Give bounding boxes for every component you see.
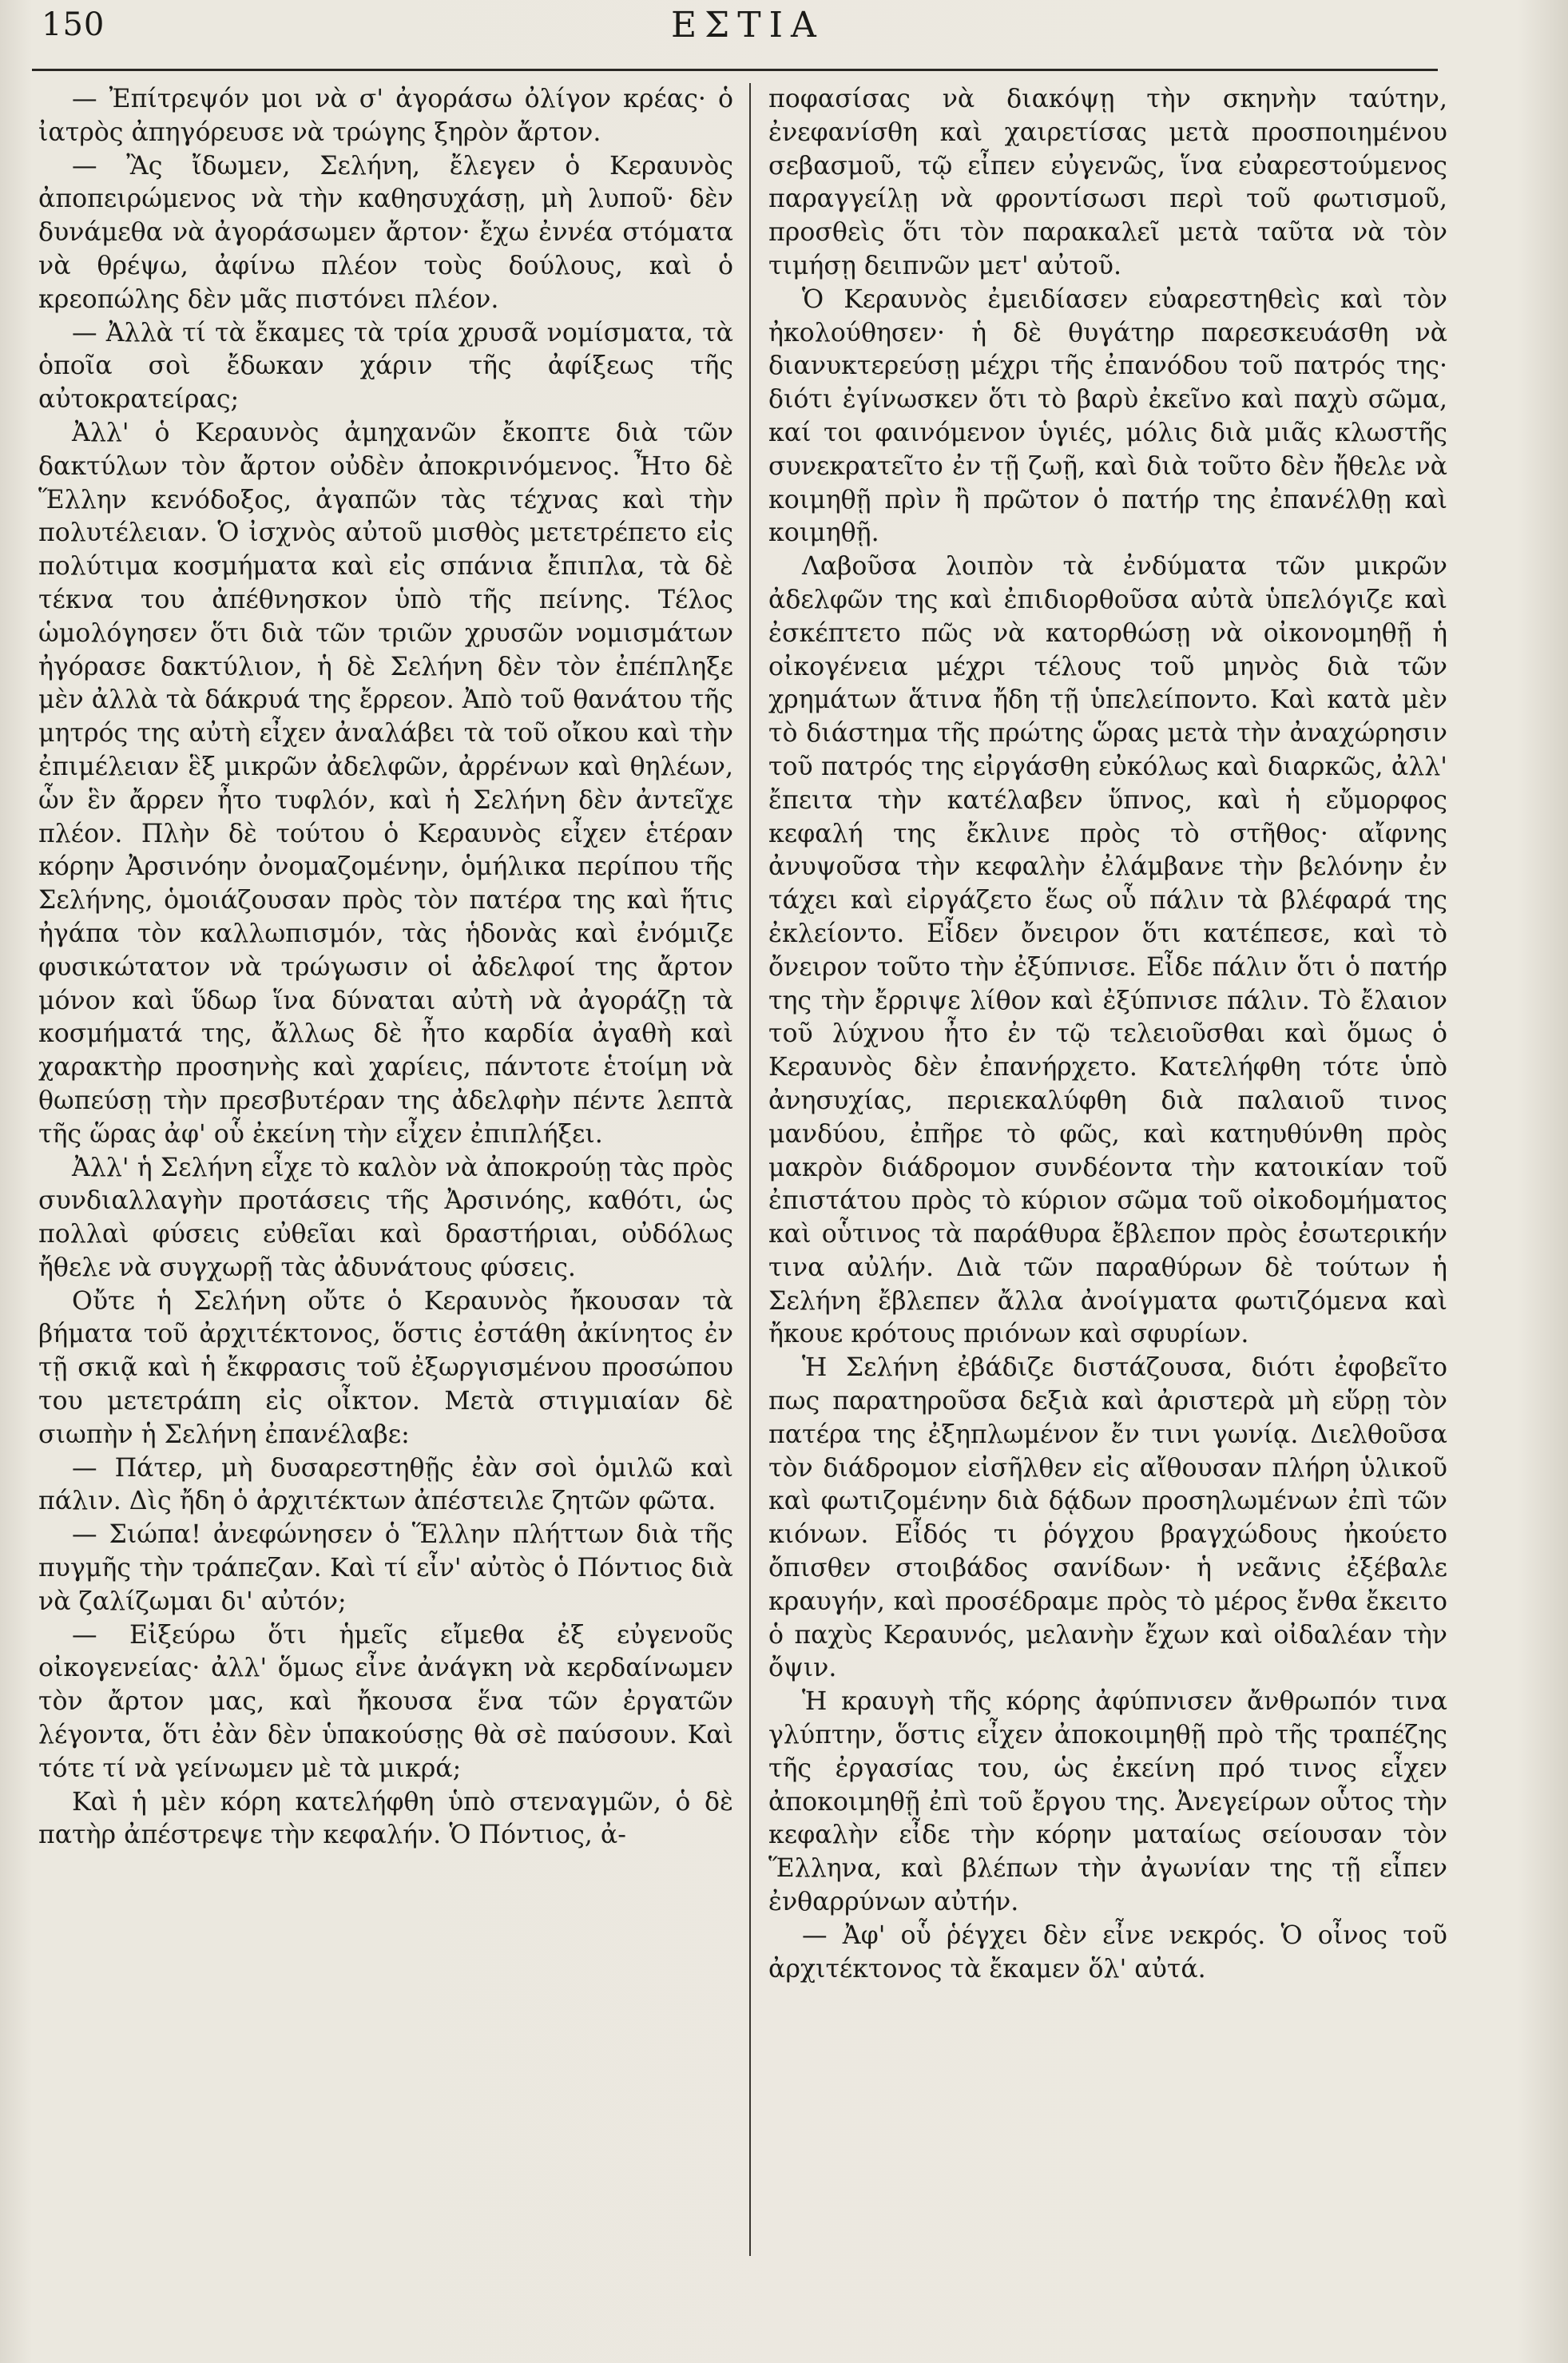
- paragraph: — Σιώπα! ἀνεφώνησεν ὁ Ἕλλην πλήττων διὰ τῆς πυγμῆς τὴν τράπεζαν. Καὶ τί εἶν' αὐτὸς ὁ Πόντιος διὰ νὰ ζαλίζωμαι δι' αὐτόν;: [38, 1520, 733, 1616]
- left-column: [38, 83, 733, 2336]
- header-rule: [32, 69, 1438, 71]
- paragraph: — Ἐπίτρεψόν μοι νὰ σ' ἀγοράσω ὀλίγον κρέας· ὁ ἰατρὸς ἀπηγόρευσε νὰ τρώγης ξηρὸν ἄρτον.: [38, 85, 733, 147]
- paragraph: Ἀλλ' ὁ Κεραυνὸς ἀμηχανῶν ἔκοπτε διὰ τῶν δακτύλων τὸν ἄρτον οὐδὲν ἀποκρινόμενος. Ἦτο δὲ Ἕλλην κενόδοξος, ἀγαπῶν τὰς τέχνας καὶ τὴν πολυτέλειαν. Ὁ ἰσχνὸς αὐτοῦ μισθὸς μετετρέπετο εἰς πολύτιμα κοσμήματα καὶ εἰς σπάνια ἔπιπλα, τὰ δὲ τέκνα του ἀπέθνησκον ὑπὸ τῆς πείνης. Τέλος ὡμολόγησεν ὅτι διὰ τῶν τριῶν χρυσῶν νομισμάτων ἠγόρασε δακτύλιον, ἡ δὲ Σελήνη δὲν τὸν ἐπέπληξε μὲν ἀλλὰ τὰ δάκρυά της ἔρρεον. Ἀπὸ τοῦ θανάτου τῆς μητρός της αὐτὴ εἶχεν ἀναλάβει τὰ τοῦ οἴκου καὶ τὴν ἐπιμέλειαν ἓξ μικρῶν ἀδελφῶν, ἀρρένων καὶ θηλέων, ὧν ἓν ἄρρεν ἦτο τυφλόν, καὶ ἡ Σελήνη δὲν ἀντεῖχε πλέον. Πλὴν δὲ τούτου ὁ Κεραυνὸς εἶχεν ἑτέραν κόρην Ἀρσινόην ὀνομαζομένην, ὁμήλικα περίπου τῆς Σελήνης, ὁμοιάζουσαν πρὸς τὸν πατέρα της καὶ ἥτις ἠγάπα τὸν καλλωπισμόν, τὰς ἡδονὰς καὶ ἐνόμιζε φυσικώτατον νὰ τρώγωσιν οἱ ἀδελφοί της ἄρτον μόνον καὶ ὕδωρ ἵνα δύναται αὐτὴ νὰ ἀγοράζῃ τὰ κοσμήματά της, ἄλλως δὲ ἦτο καρδία ἀγαθὴ καὶ χαρακτὴρ προσηνὴς καὶ χαρίεις, πάντοτε ἑτοίμη νὰ θωπεύσῃ τὴν πρεσβυτέραν της ἀδελφὴν πέντε λεπτὰ τῆς ὥρας ἀφ' οὗ ἐκείνη τὴν εἶχεν ἐπιπλήξει.: [38, 418, 733, 1149]
- page-header: [0, 0, 1568, 48]
- page-number: 150: [42, 6, 105, 43]
- column-divider: [749, 83, 751, 2256]
- paragraph: Ἡ κραυγὴ τῆς κόρης ἀφύπνισεν ἄνθρωπόν τινα γλύπτην, ὅστις εἶχεν ἀποκοιμηθῇ πρὸ τῆς τραπέζης τῆς ἐργασίας του, ὡς ἐκείνη πρό τινος εἶχεν ἀποκοιμηθῇ ἐπὶ τοῦ ἔργου της. Ἀνεγείρων οὗτος τὴν κεφαλὴν εἶδε τὴν κόρην ματαίως σείουσαν τὸν Ἕλληνα, καὶ βλέπων τὴν ἀγωνίαν της τῇ εἶπεν ἐνθαρρύνων αὐτήν.: [768, 1687, 1447, 1917]
- paragraph: Καὶ ἡ μὲν κόρη κατελήφθη ὑπὸ στεναγμῶν, ὁ δὲ πατὴρ ἀπέστρεψε τὴν κεφαλήν. Ὁ Πόντιος, ἀ-: [38, 1787, 733, 1850]
- paragraph: ποφασίσας νὰ διακόψῃ τὴν σκηνὴν ταύτην, ἐνεφανίσθη καὶ χαιρετίσας μετὰ προσποιημένου σεβασμοῦ, τῷ εἶπεν εὐγενῶς, ἵνα εὐαρεστούμενος παραγγείλῃ νὰ φροντίσωσι περὶ τοῦ φωτισμοῦ, προσθεὶς ὅτι τὸν παρακαλεῖ μετὰ ταῦτα νὰ τὸν τιμήσῃ δειπνῶν μετ' αὐτοῦ.: [768, 85, 1447, 280]
- paragraph: — Ἀλλὰ τί τὰ ἔκαμες τὰ τρία χρυσᾶ νομίσματα, τὰ ὁποῖα σοὶ ἔδωκαν χάριν τῆς ἀφίξεως τῆς αὐτοκρατείρας;: [38, 318, 733, 415]
- right-column: [768, 83, 1447, 2336]
- paragraph: Ἀλλ' ἡ Σελήνη εἶχε τὸ καλὸν νὰ ἀποκρούῃ τὰς πρὸς συνδιαλλαγὴν προτάσεις τῆς Ἀρσινόης, καθότι, ὡς πολλαὶ φύσεις εὐθεῖαι καὶ δραστήριαι, οὐδόλως ἤθελε νὰ συγχωρῇ τὰς ἀδυνάτους φύσεις.: [38, 1153, 733, 1282]
- paragraph: Λαβοῦσα λοιπὸν τὰ ἐνδύματα τῶν μικρῶν ἀδελφῶν της καὶ ἐπιδιορθοῦσα αὐτὰ ὑπελόγιζε καὶ ἐσκέπτετο πῶς νὰ κατορθώσῃ νὰ οἰκονομηθῇ ἡ οἰκογένεια μέχρι τέλους τοῦ μηνὸς διὰ τῶν χρημάτων ἅτινα ἤδη τῇ ὑπελείποντο. Καὶ κατὰ μὲν τὸ διάστημα τῆς πρώτης ὥρας μετὰ τὴν ἀναχώρησιν τοῦ πατρός της εἰργάσθη εὐκόλως καὶ διαρκῶς, ἀλλ' ἔπειτα τὴν κατέλαβεν ὕπνος, καὶ ἡ εὔμορφος κεφαλή της ἔκλινε πρὸς τὸ στῆθος· αἴφνης ἀνυψοῦσα τὴν κεφαλὴν ἐλάμβανε τὴν βελόνην ἐν τάχει καὶ εἰργάζετο ἕως οὗ πάλιν τὰ βλέφαρά της ἐκλείοντο. Εἶδεν ὄνειρον ὅτι κατέπεσε, καὶ τὸ ὄνειρον τοῦτο τὴν ἐξύπνισε. Εἶδε πάλιν ὅτι ὁ πατήρ της τὴν ἔρριψε λίθον καὶ ἐξύπνισε πάλιν. Τὸ ἔλαιον τοῦ λύχνου ἦτο ἐν τῷ τελειοῦσθαι καὶ ὅμως ὁ Κεραυνὸς δὲν ἐπανήρχετο. Κατελήφθη τότε ὑπὸ ἀνησυχίας, περιεκαλύφθη διὰ παλαιοῦ τινος μανδύου, ἐπῆρε τὸ φῶς, καὶ κατηυθύνθη πρὸς μακρὸν διάδρομον συνδέοντα τὴν κατοικίαν τοῦ ἐπιστάτου πρὸς τὸ κύριον σῶμα τοῦ οἰκοδομήματος καὶ οὗτινος τὰ παράθυρα ἔβλεπον πρὸς ἐσωτερικήν τινα αὐλήν. Διὰ τῶν παραθύρων δὲ τούτων ἡ Σελήνη ἔβλεπεν ἄλλα ἀνοίγματα φωτιζόμενα καὶ ἤκουε κρότους πριόνων καὶ σφυρίων.: [768, 552, 1447, 1349]
- paragraph: Ὁ Κεραυνὸς ἐμειδίασεν εὐαρεστηθεὶς καὶ τὸν ἠκολούθησεν· ἡ δὲ θυγάτηρ παρεσκευάσθη νὰ διανυκτερεύσῃ μέχρι τῆς ἐπανόδου τοῦ πατρός της· διότι ἐγίνωσκεν ὅτι τὸ βαρὺ ἐκεῖνο καὶ παχὺ σῶμα, καί τοι φαινόμενον ὑγιές, μόλις διὰ μιᾶς κλωστῆς συνεκρατεῖτο ἐν τῇ ζωῇ, καὶ διὰ τοῦτο δὲν ἤθελε νὰ κοιμηθῇ πρὶν ἢ πρῶτον ὁ πατήρ της ἐπανέλθῃ καὶ κοιμηθῇ.: [768, 284, 1447, 548]
- running-title: ΕΣΤΙΑ: [671, 5, 824, 46]
- paragraph: Οὔτε ἡ Σελήνη οὔτε ὁ Κεραυνὸς ἤκουσαν τὰ βήματα τοῦ ἀρχιτέκτονος, ὅστις ἐστάθη ἀκίνητος ἐν τῇ σκιᾷ καὶ ἡ ἔκφρασις τοῦ ἐξωργισμένου προσώπου του μετετράπη εἰς οἶκτον. Μετὰ στιγμιαίαν δὲ σιωπὴν ἡ Σελήνη ἐπανέλαβε:: [38, 1286, 733, 1449]
- paragraph: — Ἂς ἴδωμεν, Σελήνη, ἔλεγεν ὁ Κεραυνὸς ἀποπειρώμενος νὰ τὴν καθησυχάσῃ, μὴ λυποῦ· δὲν δυνάμεθα νὰ ἀγοράσωμεν ἄρτον· ἔχω ἐννέα στόματα νὰ θρέψω, ἀφίνω πλέον τοὺς δούλους, καὶ ὁ κρεοπώλης δὲν μᾶς πιστόνει πλέον.: [38, 151, 733, 314]
- paragraph: — Εἰξεύρω ὅτι ἡμεῖς εἴμεθα ἐξ εὐγενοῦς οἰκογενείας· ἀλλ' ὅμως εἶνε ἀνάγκη νὰ κερδαίνωμεν τὸν ἄρτον μας, καὶ ἤκουσα ἕνα τῶν ἐργατῶν λέγοντα, ὅτι ἐὰν δὲν ὑπακούσῃς θὰ σὲ παύσουν. Καὶ τότε τί νὰ γείνωμεν μὲ τὰ μικρά;: [38, 1620, 733, 1783]
- paragraph: — Πάτερ, μὴ δυσαρεστηθῇς ἐὰν σοὶ ὁμιλῶ καὶ πάλιν. Δὶς ἤδη ὁ ἀρχιτέκτων ἀπέστειλε ζητῶν φῶτα.: [38, 1453, 733, 1516]
- paragraph: — Ἀφ' οὗ ῥέγχει δὲν εἶνε νεκρός. Ὁ οἶνος τοῦ ἀρχιτέκτονος τὰ ἔκαμεν ὅλ' αὐτά.: [768, 1920, 1447, 1984]
- paragraph: Ἡ Σελήνη ἐβάδιζε διστάζουσα, διότι ἐφοβεῖτο πως παρατηροῦσα δεξιὰ καὶ ἀριστερὰ μὴ εὕρῃ τὸν πατέρα της ἐξηπλωμένον ἔν τινι γωνίᾳ. Διελθοῦσα τὸν διάδρομον εἰσῆλθεν εἰς αἴθουσαν πλήρη ὑλικοῦ καὶ φωτιζομένην διὰ δᾴδων προσηλωμένων ἐπὶ τῶν κιόνων. Εἶδός τι ῥόγχου βραγχώδους ἠκούετο ὄπισθεν στοιβάδος σανίδων· ἡ νεᾶνις ἐξέβαλε κραυγήν, καὶ προσέδραμε πρὸς τὸ μέρος ἔνθα ἔκειτο ὁ παχὺς Κεραυνός, μελανὴν ἔχων καὶ οἰδαλέαν τὴν ὄψιν.: [768, 1353, 1447, 1683]
